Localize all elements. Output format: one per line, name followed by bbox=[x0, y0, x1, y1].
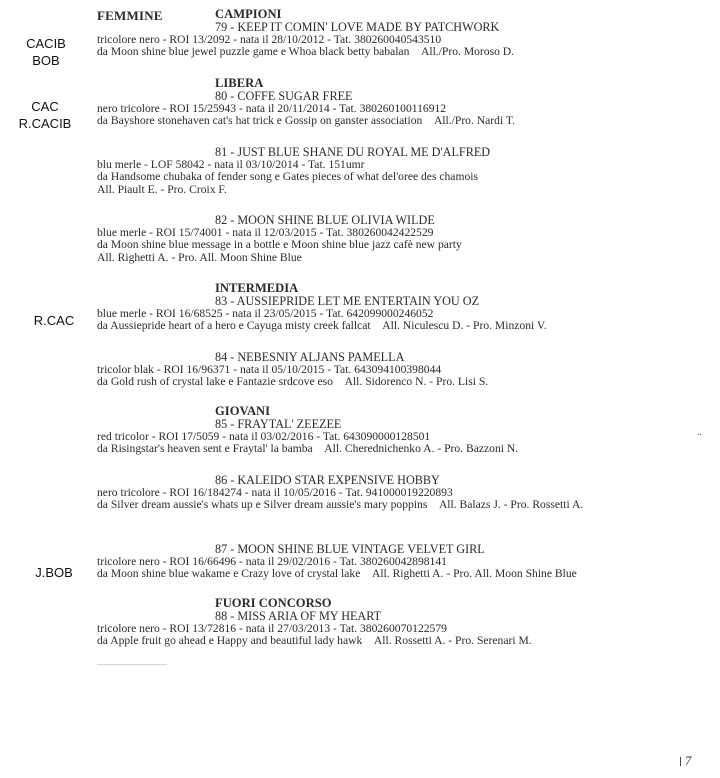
breeder-owner: All. Rossetti A. - Pro. Serenari M. bbox=[373, 634, 532, 648]
entry-title: 81 - JUST BLUE SHANE DU ROYAL ME D'ALFRED bbox=[215, 145, 491, 159]
award-rcacib: R.CACIB bbox=[18, 116, 72, 131]
award-label bbox=[14, 98, 76, 132]
entry-title: 85 - FRAYTAL' ZEEZEE bbox=[215, 417, 342, 431]
award-label bbox=[26, 312, 82, 329]
entry-title: 86 - KALEIDO STAR EXPENSIVE HOBBY bbox=[215, 473, 440, 487]
award-bob: BOB bbox=[32, 53, 60, 68]
award-label bbox=[24, 564, 84, 581]
breeder-owner: All. Balazs J. - Pro. Rossetti A. bbox=[438, 498, 584, 512]
entry-details: nero tricolore - ROI 15/25943 - nata il 20/11/2014 - Tat. 380260100116912 bbox=[97, 101, 447, 115]
page-tick bbox=[680, 757, 681, 766]
entry-title: 88 - MISS ARIA OF MY HEART bbox=[215, 609, 382, 623]
dog-entry bbox=[97, 543, 707, 581]
parents-text: da Risingstar's heaven sent e Fraytal' la bamba bbox=[97, 442, 313, 456]
footer-rule bbox=[97, 664, 167, 665]
award-cac: CAC bbox=[31, 99, 59, 114]
entry-parents bbox=[97, 568, 707, 581]
breeder-owner: All./Pro. Nardi T. bbox=[433, 114, 515, 128]
parents-text: da Apple fruit go ahead e Happy and beautiful lady hawk bbox=[97, 634, 363, 648]
award-cacib: CACIB bbox=[26, 36, 66, 51]
entry-title: 80 - COFFE SUGAR FREE bbox=[215, 89, 353, 103]
entry-parents bbox=[97, 115, 707, 128]
entry-details: blue merle - ROI 16/68525 - nata il 23/05/2015 - Tat. 642099000246052 bbox=[97, 306, 434, 320]
entry-details: tricolore nero - ROI 13/72816 - nata il 27/03/2013 - Tat. 380260070122579 bbox=[97, 621, 447, 635]
entry-parents: da Moon shine blue message in a bottle e Moon shine blue jazz cafè new party bbox=[97, 238, 462, 252]
dog-entry bbox=[97, 282, 707, 333]
entry-details: tricolor blak - ROI 16/96371 - nata il 05/10/2015 - Tat. 643094100398044 bbox=[97, 362, 442, 376]
class-heading: CAMPIONI bbox=[215, 7, 282, 21]
award-label bbox=[24, 35, 68, 69]
entry-details: blu merle - LOF 58042 - nata il 03/10/2014 - Tat. 151umr bbox=[97, 157, 365, 171]
breeder-owner: All. Cherednichenko A. - Pro. Bazzoni N. bbox=[324, 442, 519, 456]
dog-entry bbox=[97, 351, 707, 389]
entry-title: 82 - MOON SHINE BLUE OLIVIA WILDE bbox=[215, 213, 435, 227]
dog-entry bbox=[97, 214, 707, 265]
dog-entry bbox=[97, 597, 707, 648]
breeder-owner: All./Pro. Moroso D. bbox=[420, 45, 515, 59]
parents-text: da Aussiepride heart of a hero e Cayuga misty creek fallcat bbox=[97, 319, 371, 333]
entry-parents bbox=[97, 499, 667, 512]
entry-title: 84 - NEBESNIY ALJANS PAMELLA bbox=[215, 350, 405, 364]
entry-title: 79 - KEEP IT COMIN' LOVE MADE BY PATCHWORK bbox=[215, 20, 500, 34]
breeder-owner: All. Righetti A. - Pro. All. Moon Shine Blue bbox=[371, 567, 577, 581]
breeder-owner: All. Niculescu D. - Pro. Minzoni V. bbox=[382, 319, 547, 333]
dog-entry bbox=[97, 77, 707, 128]
scan-speck: .. bbox=[697, 427, 702, 438]
entry-parents bbox=[97, 443, 707, 456]
entry-details: tricolore nero - ROI 16/66496 - nata il 29/02/2016 - Tat. 380260042898141 bbox=[97, 554, 447, 568]
breeder-owner: All. Sidorenco N. - Pro. Lisi S. bbox=[344, 375, 489, 389]
class-heading: GIOVANI bbox=[215, 404, 271, 418]
award-jbob: J.BOB bbox=[35, 565, 73, 580]
parents-text: da Bayshore stonehaven cat's hat trick e Gossip on ganster association bbox=[97, 114, 423, 128]
class-heading: FUORI CONCORSO bbox=[215, 596, 332, 610]
parents-text: da Moon shine blue jewel puzzle game e Whoa black betty babalan bbox=[97, 45, 410, 59]
entry-parents: da Handsome chubaka of fender song e Gates pieces of what del'oree des chamois bbox=[97, 170, 478, 184]
entry-details: red tricolor - ROI 17/5059 - nata il 03/02/2016 - Tat. 643090000128501 bbox=[97, 429, 431, 443]
dog-entry bbox=[97, 405, 707, 456]
entry-title: 83 - AUSSIEPRIDE LET ME ENTERTAIN YOU OZ bbox=[215, 294, 480, 308]
class-heading: INTERMEDIA bbox=[215, 281, 299, 295]
breeder-owner: All. Righetti A. - Pro. All. Moon Shine Blue bbox=[97, 250, 302, 264]
parents-text: da Gold rush of crystal lake e Fantazie srdcove eso bbox=[97, 375, 333, 389]
parents-text: da Silver dream aussie's whats up e Silver dream aussie's mary poppins bbox=[97, 498, 428, 512]
parents-text: da Moon shine blue wakame e Crazy love of crystal lake bbox=[97, 567, 361, 581]
entry-parents bbox=[97, 320, 707, 333]
entry-parents bbox=[97, 46, 707, 59]
entry-details: nero tricolore - ROI 16/184274 - nata il 10/05/2016 - Tat. 941000019220893 bbox=[97, 485, 453, 499]
page-number bbox=[680, 754, 691, 769]
award-rcac: R.CAC bbox=[33, 313, 75, 328]
entry-title: 87 - MOON SHINE BLUE VINTAGE VELVET GIRL bbox=[215, 542, 485, 556]
dog-entry bbox=[97, 474, 707, 512]
entry-details: tricolore nero - ROI 13/2092 - nata il 28/10/2012 - Tat. 380260040543510 bbox=[97, 32, 442, 46]
page-number-text: 7 bbox=[685, 754, 692, 768]
entry-parents bbox=[97, 635, 707, 648]
dog-entry bbox=[97, 146, 707, 197]
entry-parents bbox=[97, 376, 707, 389]
entry-details: blue merle - ROI 15/74001 - nata il 12/03/2015 - Tat. 380260042422529 bbox=[97, 225, 434, 239]
dog-entry bbox=[97, 8, 707, 59]
breeder-owner: All. Piault E. - Pro. Croix F. bbox=[97, 182, 227, 196]
sex-heading: FEMMINE bbox=[97, 8, 163, 23]
class-heading: LIBERA bbox=[215, 76, 264, 90]
